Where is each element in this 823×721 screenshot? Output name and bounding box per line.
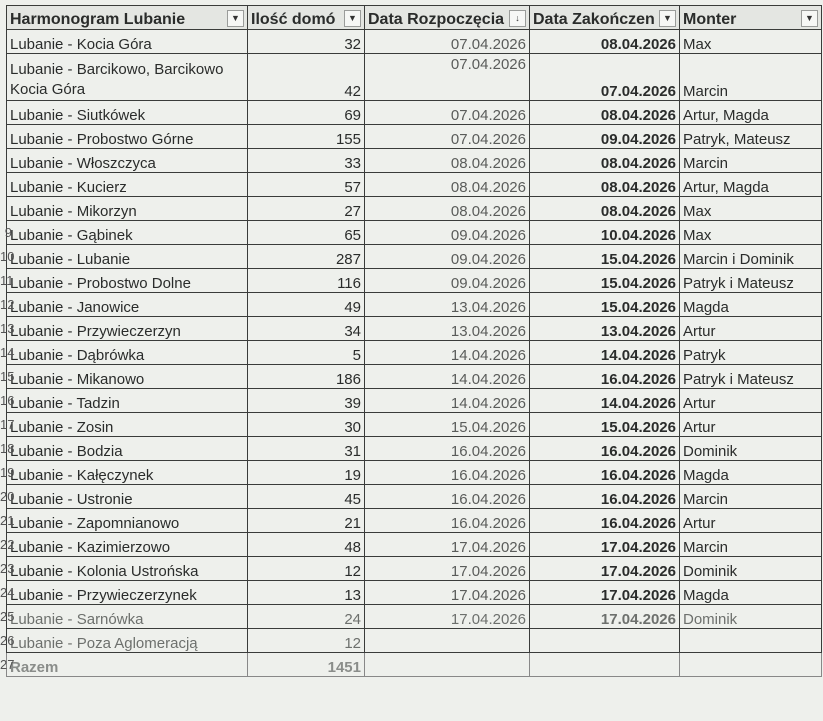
cell-monter[interactable]: Magda	[680, 293, 822, 317]
header-start[interactable]	[365, 6, 530, 30]
header-count[interactable]	[248, 6, 365, 30]
table-row	[7, 557, 822, 581]
cell-start[interactable]: 17.04.2026	[365, 557, 530, 581]
cell-name[interactable]: Lubanie - Gąbinek	[7, 221, 248, 245]
schedule-table	[6, 5, 822, 677]
row-number: 12	[0, 296, 15, 312]
table-row	[7, 269, 822, 293]
header-name-label: Harmonogram Lubanie	[10, 11, 186, 28]
table-row	[7, 389, 822, 413]
cell-end[interactable]: 08.04.2026	[530, 30, 680, 54]
cell-end[interactable]: 16.04.2026	[530, 485, 680, 509]
header-row	[7, 6, 822, 30]
cell-monter[interactable]: Max	[680, 30, 822, 54]
cell-end[interactable]: 15.04.2026	[530, 293, 680, 317]
cell-monter[interactable]: Artur	[680, 413, 822, 437]
cell-count[interactable]: 39	[248, 389, 365, 413]
cell-monter[interactable]: Artur	[680, 317, 822, 341]
row-number: 24	[0, 584, 15, 600]
header-count-label: Ilość domó	[251, 11, 336, 28]
cell-count[interactable]: 31	[248, 437, 365, 461]
cell-count[interactable]: 45	[248, 485, 365, 509]
row-number: 14	[0, 344, 15, 360]
table-row	[7, 173, 822, 197]
cell-name[interactable]: Lubanie - Bodzia	[7, 437, 248, 461]
cell-monter[interactable]	[680, 629, 822, 653]
cell-start[interactable]: 09.04.2026	[365, 221, 530, 245]
cell-start[interactable]: 16.04.2026	[365, 461, 530, 485]
row-number: 15	[0, 368, 15, 384]
cell-start[interactable]: 14.04.2026	[365, 341, 530, 365]
cell-start[interactable]: 13.04.2026	[365, 293, 530, 317]
table-row	[7, 605, 822, 629]
table-row	[7, 245, 822, 269]
cell-end[interactable]: 10.04.2026	[530, 221, 680, 245]
cell-monter[interactable]: Dominik	[680, 557, 822, 581]
cell-name[interactable]: Lubanie - Dąbrówka	[7, 341, 248, 365]
cell-name[interactable]: Lubanie - Kocia Góra	[7, 30, 248, 54]
cell-monter[interactable]: Dominik	[680, 605, 822, 629]
cell-name[interactable]: Lubanie - Janowice	[7, 293, 248, 317]
cell-end[interactable]: 17.04.2026	[530, 533, 680, 557]
cell-name[interactable]: Lubanie - Przywieczerzyn	[7, 317, 248, 341]
total-count[interactable]: 1451	[248, 653, 365, 677]
cell-name[interactable]: Lubanie - Siutkówek	[7, 101, 248, 125]
cell-monter[interactable]: Magda	[680, 461, 822, 485]
cell-monter[interactable]: Dominik	[680, 437, 822, 461]
cell-monter[interactable]: Patryk	[680, 341, 822, 365]
cell-start[interactable]: 13.04.2026	[365, 317, 530, 341]
cell-count[interactable]: 186	[248, 365, 365, 389]
cell-count[interactable]: 69	[248, 101, 365, 125]
table-row	[7, 149, 822, 173]
cell-name[interactable]: Lubanie - Przywieczerzynek	[7, 581, 248, 605]
cell-name[interactable]: Lubanie - Probostwo Dolne	[7, 269, 248, 293]
cell-count[interactable]: 116	[248, 269, 365, 293]
cell-count[interactable]: 287	[248, 245, 365, 269]
cell-monter[interactable]: Artur	[680, 509, 822, 533]
cell-end[interactable]: 17.04.2026	[530, 581, 680, 605]
cell-end[interactable]: 16.04.2026	[530, 509, 680, 533]
total-label[interactable]: Razem	[7, 653, 248, 677]
cell-name[interactable]: Lubanie - Lubanie	[7, 245, 248, 269]
cell-count[interactable]: 49	[248, 293, 365, 317]
table-row	[7, 437, 822, 461]
cell-start[interactable]: 17.04.2026	[365, 605, 530, 629]
filter-dropdown-icon[interactable]: ▼	[659, 10, 676, 27]
header-monter[interactable]	[680, 6, 822, 30]
cell-monter[interactable]: Marcin	[680, 54, 822, 101]
cell-start[interactable]: 16.04.2026	[365, 485, 530, 509]
cell-name[interactable]: Lubanie - Poza Aglomeracją	[7, 629, 248, 653]
header-start-label: Data Rozpoczęcia	[368, 11, 505, 28]
cell-count[interactable]: 57	[248, 173, 365, 197]
cell-end[interactable]: 16.04.2026	[530, 365, 680, 389]
cell-monter[interactable]: Artur, Magda	[680, 173, 822, 197]
table-row	[7, 533, 822, 557]
cell-monter[interactable]: Magda	[680, 581, 822, 605]
cell-name[interactable]: Lubanie - Kucierz	[7, 173, 248, 197]
cell-count[interactable]: 32	[248, 30, 365, 54]
cell-count[interactable]: 13	[248, 581, 365, 605]
cell-name[interactable]: Lubanie - Mikanowo	[7, 365, 248, 389]
table-row	[7, 30, 822, 54]
row-number: 10	[0, 248, 15, 264]
cell-end[interactable]: 13.04.2026	[530, 317, 680, 341]
cell-count[interactable]: 21	[248, 509, 365, 533]
row-number: 23	[0, 560, 15, 576]
cell-name[interactable]: Lubanie - Sarnówka	[7, 605, 248, 629]
table-row	[7, 197, 822, 221]
cell-count[interactable]: 33	[248, 149, 365, 173]
cell-start[interactable]: 17.04.2026	[365, 581, 530, 605]
cell-end[interactable]: 15.04.2026	[530, 269, 680, 293]
cell-count[interactable]: 34	[248, 317, 365, 341]
filter-dropdown-icon[interactable]: ▼	[344, 10, 361, 27]
table-row	[7, 54, 822, 101]
header-monter-label: Monter	[683, 11, 737, 28]
cell-count[interactable]: 19	[248, 461, 365, 485]
cell-count[interactable]: 5	[248, 341, 365, 365]
table-row	[7, 341, 822, 365]
filter-dropdown-icon[interactable]: ▼	[227, 10, 244, 27]
cell-name[interactable]: Lubanie - Probostwo Górne	[7, 125, 248, 149]
cell-name[interactable]: Lubanie - Zosin	[7, 413, 248, 437]
header-end-label: Data Zakończen	[533, 11, 655, 28]
cell-end[interactable]: 08.04.2026	[530, 149, 680, 173]
cell-count[interactable]: 155	[248, 125, 365, 149]
cell-name[interactable]: Lubanie - Włoszczyca	[7, 149, 248, 173]
cell-start[interactable]: 16.04.2026	[365, 509, 530, 533]
cell-end[interactable]: 14.04.2026	[530, 389, 680, 413]
cell-empty[interactable]	[365, 653, 530, 677]
row-number: 17	[0, 416, 15, 432]
table-row	[7, 125, 822, 149]
cell-monter[interactable]: Marcin i Dominik	[680, 245, 822, 269]
cell-start[interactable]: 08.04.2026	[365, 173, 530, 197]
cell-end[interactable]: 08.04.2026	[530, 197, 680, 221]
cell-monter[interactable]: Max	[680, 197, 822, 221]
row-number: 19	[0, 464, 15, 480]
cell-end[interactable]: 14.04.2026	[530, 341, 680, 365]
sort-filter-icon[interactable]: ↓	[509, 10, 526, 27]
cell-name[interactable]: Lubanie - Kolonia Ustrońska	[7, 557, 248, 581]
cell-start[interactable]: 09.04.2026	[365, 245, 530, 269]
cell-count[interactable]: 24	[248, 605, 365, 629]
cell-count[interactable]: 30	[248, 413, 365, 437]
row-number: 27	[0, 656, 15, 672]
table-row	[7, 101, 822, 125]
cell-count[interactable]: 65	[248, 221, 365, 245]
cell-empty[interactable]	[680, 653, 822, 677]
cell-start[interactable]: 07.04.2026	[365, 54, 530, 101]
cell-start[interactable]: 08.04.2026	[365, 149, 530, 173]
cell-count[interactable]: 42	[248, 54, 365, 101]
cell-name[interactable]: Lubanie - Kazimierzowo	[7, 533, 248, 557]
row-number: 16	[0, 392, 15, 408]
table-body	[7, 30, 822, 677]
cell-end[interactable]: 15.04.2026	[530, 413, 680, 437]
cell-monter[interactable]: Marcin	[680, 485, 822, 509]
table-row	[7, 509, 822, 533]
cell-start[interactable]: 08.04.2026	[365, 197, 530, 221]
table-row	[7, 413, 822, 437]
cell-name[interactable]: Lubanie - Barcikowo, Barcikowo Kocia Góra	[7, 54, 248, 101]
row-number: 25	[0, 608, 15, 624]
cell-count[interactable]: 27	[248, 197, 365, 221]
table-row	[7, 461, 822, 485]
table-row	[7, 581, 822, 605]
cell-end[interactable]: 08.04.2026	[530, 101, 680, 125]
cell-monter[interactable]: Max	[680, 221, 822, 245]
cell-start[interactable]: 09.04.2026	[365, 269, 530, 293]
table-row	[7, 365, 822, 389]
cell-monter[interactable]: Patryk i Mateusz	[680, 269, 822, 293]
row-number: 13	[0, 320, 15, 336]
cell-name[interactable]: Lubanie - Mikorzyn	[7, 197, 248, 221]
cell-name[interactable]: Lubanie - Kałęczynek	[7, 461, 248, 485]
cell-end[interactable]: 08.04.2026	[530, 173, 680, 197]
row-number: 22	[0, 536, 15, 552]
table-row	[7, 293, 822, 317]
cell-start[interactable]: 15.04.2026	[365, 413, 530, 437]
cell-start[interactable]: 14.04.2026	[365, 389, 530, 413]
cell-monter[interactable]: Marcin	[680, 149, 822, 173]
cell-start[interactable]	[365, 629, 530, 653]
row-number: 11	[0, 272, 14, 288]
row-number: 20	[0, 488, 15, 504]
cell-end[interactable]: 16.04.2026	[530, 461, 680, 485]
cell-end[interactable]: 17.04.2026	[530, 557, 680, 581]
cell-monter[interactable]: Artur, Magda	[680, 101, 822, 125]
cell-monter[interactable]: Artur	[680, 389, 822, 413]
cell-name[interactable]: Lubanie - Zapomnianowo	[7, 509, 248, 533]
cell-count[interactable]: 48	[248, 533, 365, 557]
cell-start[interactable]: 07.04.2026	[365, 125, 530, 149]
table-row	[7, 629, 822, 653]
table-row	[7, 485, 822, 509]
row-number: 26	[0, 632, 15, 648]
cell-start[interactable]: 17.04.2026	[365, 533, 530, 557]
table-row	[7, 221, 822, 245]
cell-end[interactable]: 15.04.2026	[530, 245, 680, 269]
cell-start[interactable]: 07.04.2026	[365, 30, 530, 54]
filter-dropdown-icon[interactable]: ▼	[801, 10, 818, 27]
cell-count[interactable]: 12	[248, 557, 365, 581]
row-number: 21	[0, 512, 15, 528]
cell-monter[interactable]: Marcin	[680, 533, 822, 557]
cell-name[interactable]: Lubanie - Tadzin	[7, 389, 248, 413]
cell-end[interactable]: 07.04.2026	[530, 54, 680, 101]
cell-end[interactable]: 16.04.2026	[530, 437, 680, 461]
cell-start[interactable]: 14.04.2026	[365, 365, 530, 389]
cell-start[interactable]: 07.04.2026	[365, 101, 530, 125]
header-name[interactable]	[7, 6, 248, 30]
cell-monter[interactable]: Patryk i Mateusz	[680, 365, 822, 389]
cell-monter[interactable]: Patryk, Mateusz	[680, 125, 822, 149]
table-row	[7, 317, 822, 341]
cell-start[interactable]: 16.04.2026	[365, 437, 530, 461]
row-number: 18	[0, 440, 15, 456]
header-end[interactable]	[530, 6, 680, 30]
cell-end[interactable]: 09.04.2026	[530, 125, 680, 149]
cell-count[interactable]: 12	[248, 629, 365, 653]
cell-empty[interactable]	[530, 653, 680, 677]
cell-name[interactable]: Lubanie - Ustronie	[7, 485, 248, 509]
total-row	[7, 653, 822, 677]
cell-end[interactable]	[530, 629, 680, 653]
cell-end[interactable]: 17.04.2026	[530, 605, 680, 629]
row-number: 9	[4, 224, 12, 240]
